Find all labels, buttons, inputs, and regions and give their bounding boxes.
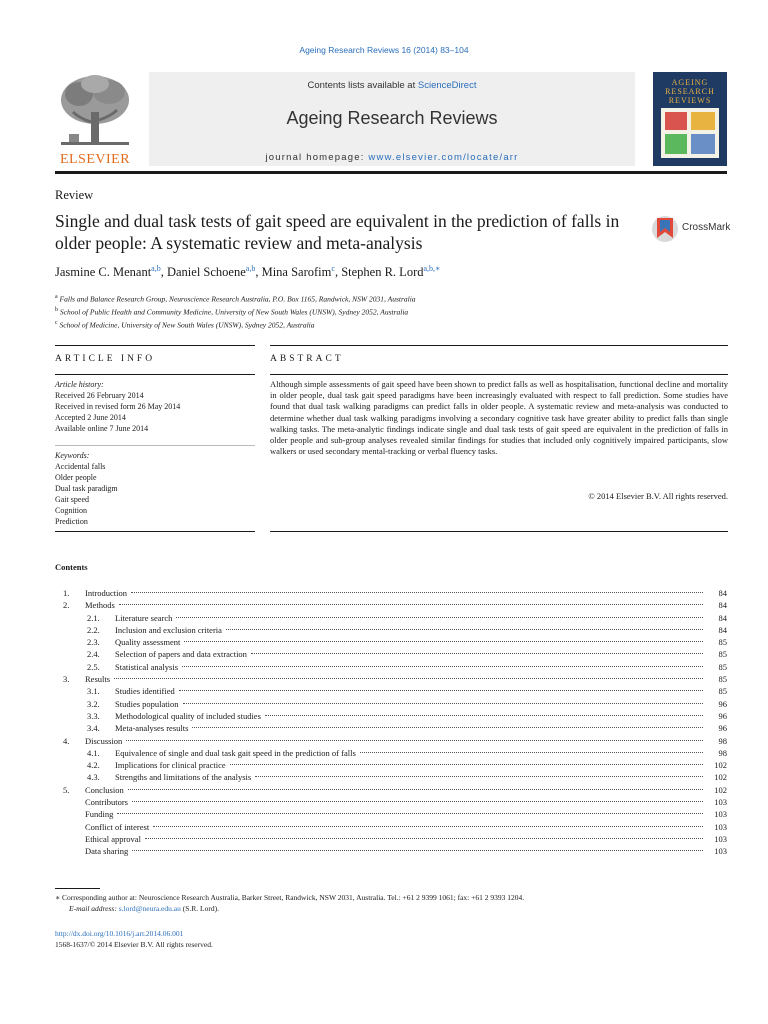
- toc-label[interactable]: Conflict of interest: [85, 821, 150, 832]
- toc-page-number: 84: [718, 588, 727, 598]
- history-item: Received 26 February 2014: [55, 391, 144, 400]
- toc-label[interactable]: Conclusion: [85, 784, 124, 795]
- toc-page-number: 84: [718, 612, 727, 623]
- toc-label[interactable]: Methods: [85, 600, 115, 611]
- toc-label[interactable]: Ethical approval: [85, 833, 141, 844]
- abstract-heading: ABSTRACT: [270, 354, 344, 364]
- toc-leader-dots: [182, 666, 703, 667]
- cover-title-line-2: RESEARCH: [665, 87, 715, 96]
- elsevier-tree-icon: [55, 72, 135, 150]
- toc-page-number: 103: [714, 821, 727, 832]
- toc-leader-dots: [126, 740, 703, 741]
- toc-entry[interactable]: [55, 710, 727, 722]
- toc-entry[interactable]: [55, 735, 727, 747]
- affiliation-marker: c: [55, 320, 58, 326]
- toc-page-number: 85: [718, 686, 727, 697]
- toc-page-number: 84: [718, 600, 727, 611]
- affiliation-marker: b: [55, 307, 58, 313]
- cover-illustration: [661, 108, 719, 158]
- toc-label[interactable]: Implications for clinical practice: [115, 760, 226, 771]
- toc-entry[interactable]: [55, 845, 727, 857]
- toc-label[interactable]: Equivalence of single and dual task gait speed in the prediction of falls: [115, 747, 356, 758]
- toc-page-number: 102: [714, 760, 727, 771]
- abstract-top-rule: [270, 345, 728, 346]
- author-affiliation-marker[interactable]: a,b: [245, 264, 256, 273]
- toc-entry[interactable]: [55, 698, 727, 710]
- toc-number: 3.2.: [87, 698, 100, 709]
- toc-leader-dots: [255, 776, 703, 777]
- toc-page-number: 85: [718, 674, 727, 685]
- toc-entry[interactable]: [55, 833, 727, 845]
- doi-block: [55, 928, 213, 950]
- toc-page-number: 98: [718, 735, 727, 746]
- email-label: E-mail address:: [69, 903, 117, 913]
- cover-title-line-1: AGEING: [671, 78, 709, 87]
- toc-entry[interactable]: [55, 759, 727, 771]
- cover-figure-icon: [661, 108, 719, 158]
- toc-label[interactable]: Meta-analyses results: [115, 723, 189, 734]
- journal-reference[interactable]: Ageing Research Reviews 16 (2014) 83–104: [299, 45, 469, 55]
- keyword: Dual task paradigm: [55, 484, 118, 493]
- toc-label[interactable]: Inclusion and exclusion criteria: [115, 624, 222, 635]
- toc-page-number: 103: [714, 797, 727, 808]
- toc-leader-dots: [114, 678, 703, 679]
- toc-entry[interactable]: [55, 587, 727, 599]
- sciencedirect-link[interactable]: ScienceDirect: [417, 80, 477, 91]
- toc-leader-dots: [131, 592, 703, 593]
- history-keywords-divider: [55, 445, 255, 446]
- toc-label[interactable]: Quality assessment: [115, 637, 181, 648]
- contents-prefix: Contents lists available at: [307, 80, 418, 91]
- toc-entry[interactable]: [55, 747, 727, 759]
- journal-homepage: [149, 152, 635, 163]
- toc-number: 2.: [63, 600, 70, 611]
- history-item: Available online 7 June 2014: [55, 424, 149, 433]
- masthead-center: [149, 72, 635, 166]
- toc-page-number: 85: [718, 649, 727, 660]
- toc-leader-dots: [360, 752, 703, 753]
- toc-number: 4.3.: [87, 772, 100, 783]
- toc-entry[interactable]: [55, 661, 727, 673]
- toc-entry[interactable]: [55, 784, 727, 796]
- table-of-contents: [55, 587, 727, 858]
- crossmark-icon: [651, 214, 679, 244]
- author-affiliation-marker[interactable]: c: [331, 264, 335, 273]
- issn-copyright: 1568-1637/© 2014 Elsevier B.V. All rights reserved.: [55, 940, 213, 949]
- toc-page-number: 98: [718, 747, 727, 758]
- toc-number: 2.1.: [87, 612, 100, 623]
- toc-page-number: 85: [718, 661, 727, 672]
- toc-leader-dots: [153, 826, 703, 827]
- keywords: [55, 450, 255, 527]
- article-info-heading: ARTICLE INFO: [55, 354, 156, 364]
- toc-number: 2.5.: [87, 661, 100, 672]
- keyword: Prediction: [55, 517, 88, 526]
- toc-entry[interactable]: [55, 685, 727, 697]
- affiliation-item: [55, 305, 416, 318]
- toc-entry[interactable]: [55, 636, 727, 648]
- toc-number: 1.: [63, 588, 70, 598]
- journal-cover-image: [653, 72, 727, 166]
- author-list: [55, 264, 441, 280]
- toc-page-number: 103: [714, 809, 727, 820]
- toc-leader-dots: [145, 838, 703, 839]
- toc-label[interactable]: Introduction: [85, 588, 128, 598]
- toc-number: 4.1.: [87, 747, 100, 758]
- author-affiliation-marker[interactable]: a,b: [151, 264, 161, 273]
- toc-leader-dots: [132, 801, 703, 802]
- cover-title: [653, 78, 727, 105]
- author[interactable]: Daniel Schoene: [166, 265, 246, 280]
- author-separator: ,: [255, 265, 262, 280]
- toc-page-number: 96: [718, 710, 727, 721]
- toc-page-number: 103: [714, 846, 727, 857]
- keyword: Gait speed: [55, 495, 89, 504]
- toc-leader-dots: [226, 629, 703, 630]
- author[interactable]: Mina Sarofim: [261, 265, 332, 280]
- doi-link[interactable]: http://dx.doi.org/10.1016/j.arr.2014.06.001: [55, 929, 184, 938]
- author-affiliation-marker[interactable]: a,b,∗: [423, 264, 441, 273]
- toc-entry[interactable]: [55, 796, 727, 808]
- article-type: Review: [55, 188, 94, 202]
- toc-page-number: 103: [714, 833, 727, 844]
- toc-number: 3.4.: [87, 723, 100, 734]
- abstract-text: Although simple assessments of gait speed have been shown to predict falls as well as hospitalisation, functional decline and mortality in older people, dual task gait speed paradigms have been increasingly evaluated with respect to fall prediction. Some studies have found that dual task walking paradigms can predict falls in older people. A systematic review and meta-analysis was conducted to determine whether dual task walking paradigms involving a secondary cognitive task have greater ability to predict falls than single walking tasks. The meta-analytic findings indicate single and dual task tests of gait speed are equivalent in the prediction of falls in older people and sub-group analyses revealed similar findings for studies that included only cognitively impaired participants, slow walkers or used secondary mental-tracking or verbal fluency tasks.: [270, 379, 728, 457]
- affiliation-item: [55, 318, 416, 331]
- masthead: [55, 72, 727, 170]
- toc-entry[interactable]: [55, 648, 727, 660]
- toc-label[interactable]: Contributors: [85, 797, 128, 808]
- toc-entry[interactable]: [55, 673, 727, 685]
- history-item: Received in revised form 26 May 2014: [55, 402, 181, 411]
- affiliation-marker: a: [55, 294, 58, 300]
- toc-label[interactable]: Studies population: [115, 698, 179, 709]
- toc-label[interactable]: Studies identified: [115, 686, 175, 697]
- toc-page-number: 102: [714, 784, 727, 795]
- keyword: Older people: [55, 473, 97, 482]
- masthead-rule: [55, 171, 727, 174]
- toc-leader-dots: [132, 850, 703, 851]
- affiliation-text: School of Public Health and Community Medicine, University of New South Wales (UNSW), Sydney 2052, Australia: [59, 307, 409, 317]
- homepage-prefix: journal homepage:: [265, 152, 369, 163]
- toc-label[interactable]: Results: [85, 674, 111, 685]
- toc-number: 2.3.: [87, 637, 100, 648]
- corresponding-author-footnote: [55, 893, 727, 914]
- toc-page-number: 96: [718, 698, 727, 709]
- toc-number: 4.: [63, 735, 70, 746]
- toc-entry[interactable]: [55, 624, 727, 636]
- toc-entry[interactable]: [55, 599, 727, 611]
- toc-label[interactable]: Methodological quality of included studies: [115, 710, 261, 721]
- article-history: [55, 379, 255, 434]
- keyword: Cognition: [55, 506, 88, 515]
- toc-number: 4.2.: [87, 760, 100, 771]
- toc-entry[interactable]: [55, 821, 727, 833]
- history-label: Article history:: [55, 380, 104, 389]
- keywords-label: Keywords:: [55, 451, 90, 460]
- abstract-rule: [270, 374, 728, 375]
- author-separator: ,: [334, 265, 342, 280]
- toc-number: 2.4.: [87, 649, 100, 660]
- corresponding-author-text: ∗ Corresponding author at: Neuroscience Research Australia, Barker Street, Randwick, NSW 2031, Australia. Tel.: +61 2 9399 1061; fax: +61 2 9393 1204.: [55, 893, 525, 902]
- toc-leader-dots: [251, 653, 703, 654]
- toc-leader-dots: [230, 764, 703, 765]
- toc-leader-dots: [183, 703, 703, 704]
- toc-label[interactable]: Statistical analysis: [115, 661, 179, 672]
- crossmark-label: CrossMark: [682, 222, 731, 233]
- toc-entry[interactable]: [55, 808, 727, 820]
- toc-leader-dots: [176, 617, 703, 618]
- article-info-rule: [55, 374, 255, 375]
- toc-label[interactable]: Selection of papers and data extraction: [115, 649, 247, 660]
- toc-leader-dots: [119, 604, 703, 605]
- toc-leader-dots: [117, 813, 703, 814]
- abstract-copyright: © 2014 Elsevier B.V. All rights reserved.: [588, 491, 728, 501]
- article-info-top-rule: [55, 345, 255, 346]
- toc-number: 2.2.: [87, 624, 100, 635]
- toc-page-number: 96: [718, 723, 727, 734]
- toc-number: 5.: [63, 784, 70, 795]
- toc-entry[interactable]: [55, 612, 727, 624]
- toc-page-number: 84: [718, 624, 727, 635]
- toc-number: 3.: [63, 674, 70, 685]
- contents-available: [149, 80, 635, 91]
- toc-leader-dots: [179, 690, 703, 691]
- email-line: [55, 904, 727, 915]
- journal-title: Ageing Research Reviews: [286, 108, 498, 128]
- affiliation-text: Falls and Balance Research Group, Neuroscience Research Australia, P.O. Box 1165, Randwick, NSW 2031, Australia: [59, 294, 416, 304]
- toc-entry[interactable]: [55, 771, 727, 783]
- homepage-link[interactable]: www.elsevier.com/locate/arr: [368, 152, 519, 163]
- elsevier-logo: [55, 72, 135, 166]
- cover-title-line-3: REVIEWS: [668, 96, 712, 105]
- toc-leader-dots: [265, 715, 703, 716]
- contents-heading: Contents: [55, 562, 88, 572]
- elsevier-wordmark: ELSEVIER: [59, 152, 131, 167]
- toc-label[interactable]: Data sharing: [85, 846, 129, 857]
- author[interactable]: Stephen R. Lord: [341, 265, 424, 280]
- affiliations: [55, 292, 416, 331]
- article-title: Single and dual task tests of gait speed are equivalent in the prediction of falls in older people: A systematic review and meta-analysis: [55, 211, 620, 253]
- toc-leader-dots: [128, 789, 703, 790]
- toc-page-number: 85: [718, 637, 727, 648]
- toc-leader-dots: [184, 641, 703, 642]
- abstract-bottom-rule: [270, 531, 728, 532]
- toc-page-number: 102: [714, 772, 727, 783]
- toc-number: 3.1.: [87, 686, 100, 697]
- toc-leader-dots: [192, 727, 703, 728]
- keyword: Accidental falls: [55, 462, 106, 471]
- crossmark-badge[interactable]: [651, 214, 731, 244]
- article-info-bottom-rule: [55, 531, 255, 532]
- footnote-rule: [55, 888, 100, 889]
- author-separator: ,: [160, 265, 167, 280]
- author[interactable]: Jasmine C. Menant: [55, 265, 152, 280]
- toc-label[interactable]: Literature search: [115, 612, 173, 623]
- toc-label[interactable]: Funding: [85, 809, 114, 820]
- email-link[interactable]: s.lord@neura.edu.au: [118, 903, 181, 913]
- toc-label[interactable]: Discussion: [85, 735, 123, 746]
- history-item: Accepted 2 June 2014: [55, 413, 126, 422]
- toc-number: 3.3.: [87, 710, 100, 721]
- affiliation-text: School of Medicine, University of New South Wales (UNSW), Sydney 2052, Australia: [59, 320, 315, 330]
- email-suffix: (S.R. Lord).: [180, 903, 219, 913]
- toc-label[interactable]: Strengths and limitations of the analysis: [115, 772, 252, 783]
- toc-entry[interactable]: [55, 722, 727, 734]
- affiliation-item: [55, 292, 416, 305]
